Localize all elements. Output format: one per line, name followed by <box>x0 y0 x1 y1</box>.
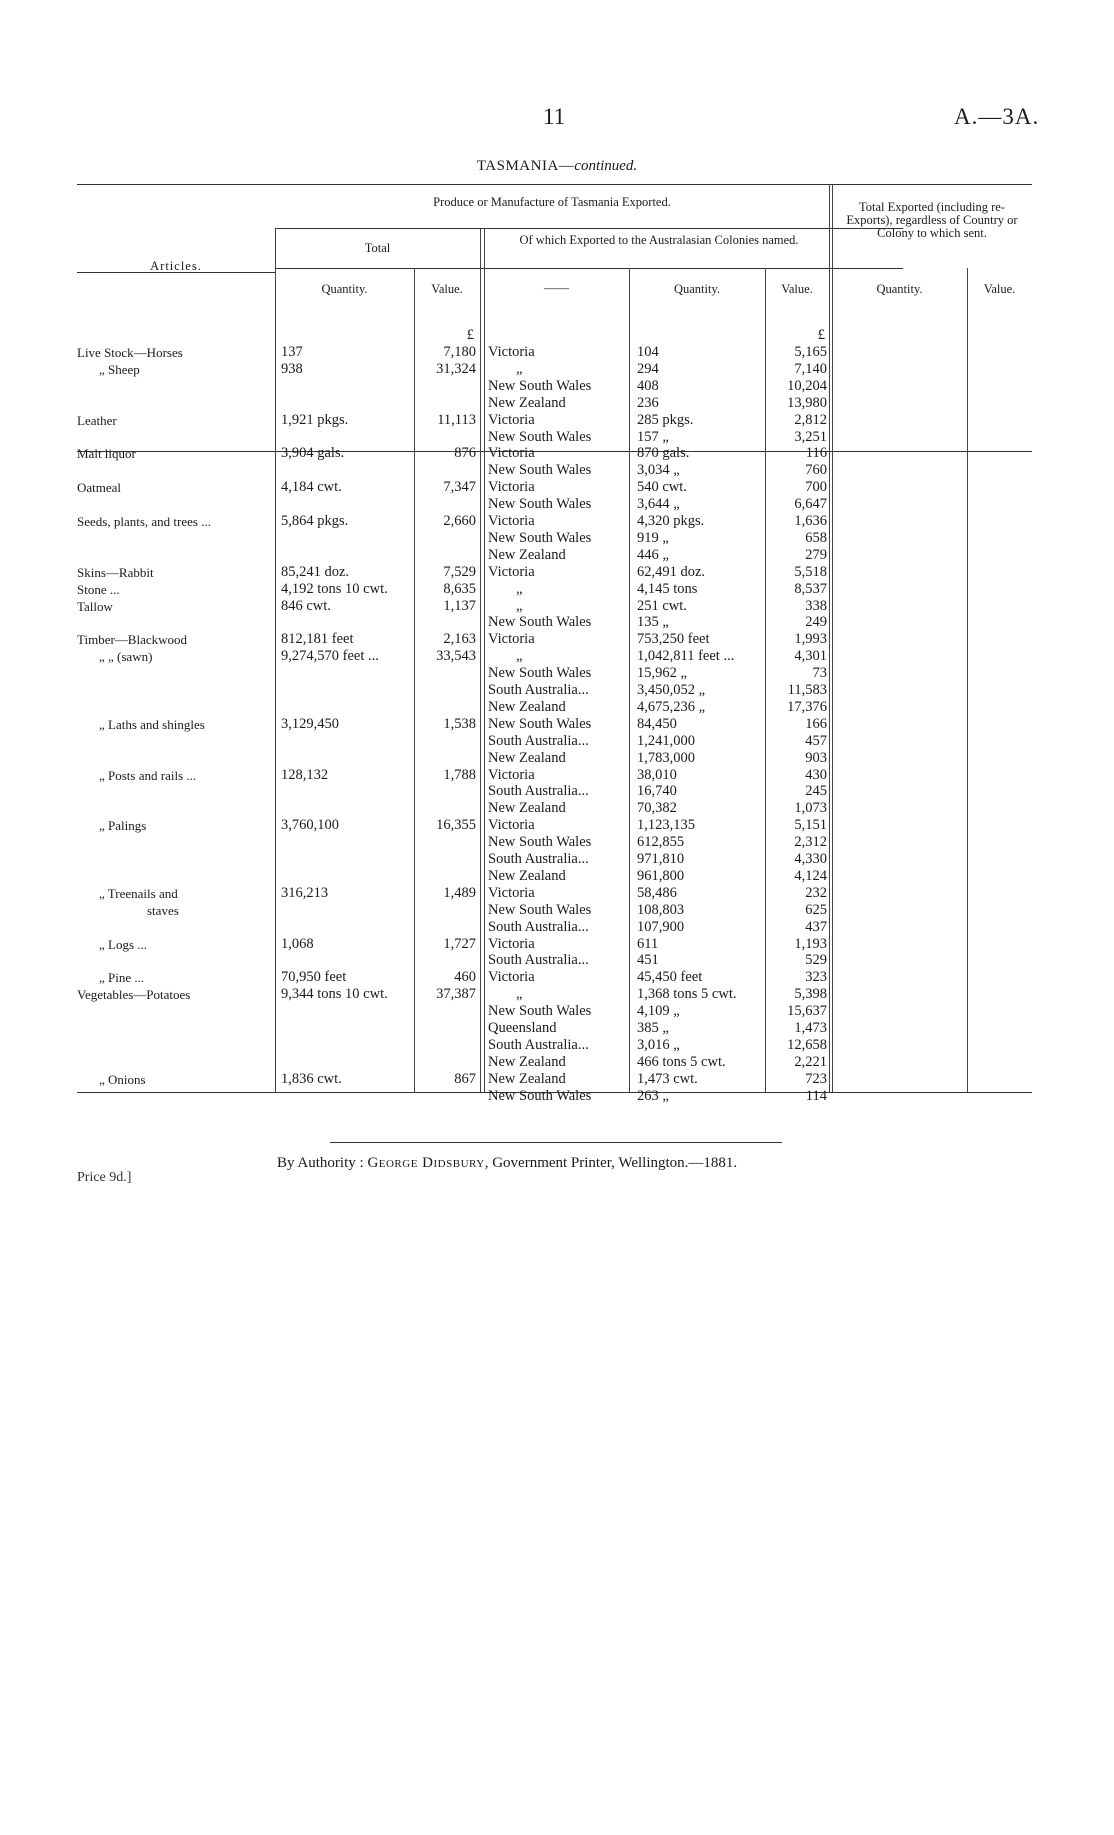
cell-exp-qty: 3,450,052 „ <box>637 682 706 698</box>
cell-exp-qty: 1,042,811 feet ... <box>637 648 735 665</box>
cell-exp-value: 73 <box>812 665 827 682</box>
cell-qty: 316,213 <box>281 884 329 901</box>
cell-qty: 812,181 feet <box>281 631 354 648</box>
currency-exp: £ <box>817 327 825 343</box>
cell-colony: New Zealand <box>488 546 566 563</box>
cell-qty: 3,129,450 <box>281 715 339 732</box>
header-total-value: Value. <box>431 282 463 296</box>
cell-colony: New South Wales <box>488 715 592 732</box>
cell-exp-value: 4,124 <box>794 867 827 884</box>
cell-exp-qty: 107,900 <box>637 918 685 935</box>
cell-exp-qty: 38,010 <box>637 766 677 783</box>
col-rule <box>480 228 481 1092</box>
title-main: TASMANIA— <box>476 158 575 174</box>
cell-qty: 9,344 tons 10 cwt. <box>281 986 388 1003</box>
cell-exp-qty: 135 „ <box>637 614 669 631</box>
cell-exp-qty: 612,855 <box>637 834 685 851</box>
page-title <box>0 158 1114 175</box>
cell-colony: Victoria <box>488 884 535 901</box>
cell-colony: New South Wales <box>488 529 592 546</box>
cell-exp-value: 15,637 <box>787 1003 827 1020</box>
cell-exp-value: 279 <box>805 546 827 563</box>
cell-exp-qty: 451 <box>637 952 659 969</box>
cell-article: Stone ... <box>77 581 120 597</box>
cell-colony: „ <box>516 648 523 665</box>
cell-value: 1,727 <box>443 935 476 952</box>
cell-article: Timber—Blackwood <box>77 632 188 648</box>
cell-exp-value: 4,330 <box>794 851 827 867</box>
cell-colony: Victoria <box>488 344 535 360</box>
col-rule <box>484 228 485 1092</box>
cell-value: 8,635 <box>443 580 476 597</box>
cell-exp-value: 1,993 <box>794 631 827 648</box>
cell-exp-qty: 971,810 <box>637 851 685 867</box>
cell-value: 7,347 <box>443 479 476 496</box>
footer-rule <box>330 1142 782 1143</box>
cell-exp-value: 6,647 <box>794 496 827 513</box>
cell-colony: Victoria <box>488 445 535 462</box>
cell-value: 876 <box>454 445 476 462</box>
cell-article: staves <box>147 902 179 918</box>
cell-exp-qty: 540 cwt. <box>637 479 687 496</box>
cell-colony: New South Wales <box>488 1087 592 1104</box>
cell-exp-value: 10,204 <box>787 377 827 394</box>
cell-exp-value: 2,221 <box>794 1053 827 1070</box>
cell-colony: „ <box>516 597 523 614</box>
cell-colony: New South Wales <box>488 496 592 513</box>
cell-qty: 3,904 gals. <box>281 445 345 462</box>
cell-colony: South Australia... <box>488 732 589 749</box>
header-all-quantity: Quantity. <box>876 282 923 296</box>
cell-qty: 3,760,100 <box>281 817 339 834</box>
cell-exp-qty: 62,491 doz. <box>637 563 706 580</box>
cell-article: „ „ (sawn) <box>99 649 153 665</box>
cell-exp-value: 5,165 <box>794 344 827 360</box>
cell-colony: New Zealand <box>488 394 566 411</box>
cell-exp-qty: 961,800 <box>637 867 685 884</box>
cell-exp-qty: 251 cwt. <box>637 597 687 614</box>
cell-colony: Victoria <box>488 513 535 529</box>
col-rule <box>829 184 830 1092</box>
cell-value: 7,529 <box>443 563 476 580</box>
cell-exp-value: 323 <box>805 969 827 986</box>
cell-exp-value: 232 <box>805 884 827 901</box>
cell-colony: New Zealand <box>488 800 566 817</box>
cell-exp-qty: 753,250 feet <box>637 631 710 648</box>
cell-exp-value: 1,636 <box>794 513 827 529</box>
cell-qty: 85,241 doz. <box>281 563 350 580</box>
cell-exp-value: 658 <box>805 529 827 546</box>
cell-article: „ Logs ... <box>99 936 148 952</box>
header-all-exported: Total Exported (including re-Exports), regardless of Country or Colony to which sent. <box>846 200 1018 240</box>
cell-exp-qty: 3,016 „ <box>637 1036 680 1053</box>
cell-exp-value: 700 <box>805 479 827 496</box>
cell-colony: New Zealand <box>488 698 566 715</box>
cell-exp-value: 430 <box>805 766 827 783</box>
cell-exp-qty: 4,675,236 „ <box>637 698 706 715</box>
cell-exp-value: 1,473 <box>794 1020 827 1036</box>
cell-colony: New South Wales <box>488 377 592 394</box>
cell-colony: New South Wales <box>488 428 592 445</box>
document-reference: A.—3A. <box>954 104 1040 129</box>
cell-exp-qty: 58,486 <box>637 884 677 901</box>
cell-exp-value: 1,073 <box>794 800 827 817</box>
exports-table <box>77 184 1032 1104</box>
cell-exp-value: 338 <box>805 597 827 614</box>
cell-colony: New South Wales <box>488 1003 592 1020</box>
cell-exp-qty: 919 „ <box>637 529 669 546</box>
header-total: Total <box>364 241 391 255</box>
cell-qty: 9,274,570 feet ... <box>281 648 379 665</box>
page-number: 11 <box>543 104 566 129</box>
cell-colony: South Australia... <box>488 952 589 969</box>
cell-exp-qty: 3,034 „ <box>637 462 680 479</box>
cell-qty: 137 <box>281 344 303 360</box>
cell-exp-value: 3,251 <box>794 428 827 445</box>
cell-exp-value: 245 <box>805 783 827 800</box>
cell-exp-qty: 285 pkgs. <box>637 411 694 428</box>
cell-exp-value: 437 <box>805 918 827 935</box>
cell-exp-value: 249 <box>805 614 827 631</box>
header-all-value: Value. <box>983 282 1016 296</box>
header-total-quantity: Quantity. <box>321 282 368 296</box>
cell-article: Tallow <box>77 598 113 614</box>
cell-value: 1,489 <box>443 884 476 901</box>
cell-colony: South Australia... <box>488 783 589 800</box>
cell-colony: Victoria <box>488 411 535 428</box>
cell-colony: Victoria <box>488 766 535 783</box>
cell-exp-value: 4,301 <box>794 648 827 665</box>
table-top-rule <box>77 184 1032 185</box>
cell-exp-value: 723 <box>805 1070 827 1087</box>
cell-article: „ Pine ... <box>99 970 145 986</box>
cell-value: 33,543 <box>436 648 476 665</box>
cell-exp-value: 5,398 <box>794 986 827 1003</box>
cell-colony: South Australia... <box>488 851 589 867</box>
col-rule <box>967 268 968 1092</box>
cell-qty: 5,864 pkgs. <box>281 513 349 529</box>
cell-colony: New South Wales <box>488 901 592 918</box>
header-produce-group: Produce or Manufacture of Tasmania Exported. <box>433 195 671 209</box>
cell-exp-qty: 294 <box>637 360 659 377</box>
cell-exp-qty: 446 „ <box>637 546 669 563</box>
col-rule <box>832 184 833 1092</box>
cell-article: „ Posts and rails ... <box>99 767 197 783</box>
cell-exp-qty: 15,962 „ <box>637 665 687 682</box>
cell-article: „ Onions <box>99 1071 146 1087</box>
cell-qty: 1,068 <box>281 935 314 952</box>
cell-colony: Victoria <box>488 817 535 834</box>
cell-colony: New South Wales <box>488 462 592 479</box>
authority-line <box>277 1155 737 1172</box>
cell-qty: 4,192 tons 10 cwt. <box>281 580 388 597</box>
cell-exp-value: 13,980 <box>787 394 827 411</box>
cell-value: 11,113 <box>437 411 476 428</box>
cell-exp-value: 7,140 <box>794 360 827 377</box>
cell-value: 1,788 <box>443 766 476 783</box>
cell-value: 7,180 <box>443 344 476 360</box>
cell-value: 2,660 <box>443 513 476 529</box>
cell-article: Live Stock—Horses <box>77 345 183 360</box>
cell-exp-qty: 84,450 <box>637 715 677 732</box>
cell-exp-qty: 1,473 cwt. <box>637 1070 698 1087</box>
cell-colony: „ <box>516 986 523 1003</box>
cell-article: Oatmeal <box>77 480 122 496</box>
authority-prefix: By Authority : <box>277 1155 368 1171</box>
cell-exp-qty: 1,241,000 <box>637 732 695 749</box>
cell-exp-qty: 4,145 tons <box>637 580 698 597</box>
cell-exp-value: 2,812 <box>794 411 827 428</box>
cell-colony: New Zealand <box>488 1053 566 1070</box>
cell-value: 37,387 <box>436 986 476 1003</box>
cell-exp-qty: 236 <box>637 394 659 411</box>
cell-article: Malt liquor <box>77 446 136 462</box>
cell-exp-qty: 1,368 tons 5 cwt. <box>637 986 737 1003</box>
authority-suffix: , Government Printer, Wellington.—1881. <box>484 1155 738 1171</box>
cell-qty: 938 <box>281 360 303 377</box>
cell-exp-value: 114 <box>805 1087 827 1104</box>
cell-exp-qty: 70,382 <box>637 800 677 817</box>
cell-exp-qty: 870 gals. <box>637 445 690 462</box>
cell-colony: Victoria <box>488 631 535 648</box>
cell-exp-value: 11,583 <box>787 682 827 698</box>
cell-colony: Victoria <box>488 563 535 580</box>
cell-exp-qty: 16,740 <box>637 783 677 800</box>
cell-colony: Victoria <box>488 935 535 952</box>
cell-article: Leather <box>77 412 117 428</box>
cell-colony: New Zealand <box>488 749 566 766</box>
cell-exp-value: 1,193 <box>794 935 827 952</box>
cell-qty: 70,950 feet <box>281 969 347 986</box>
cell-value: 2,163 <box>443 631 476 648</box>
cell-exp-value: 116 <box>805 445 827 462</box>
cell-exp-qty: 3,644 „ <box>637 496 680 513</box>
cell-article: „ Treenails and <box>99 885 178 901</box>
cell-exp-qty: 157 „ <box>637 428 669 445</box>
cell-exp-value: 5,518 <box>794 563 827 580</box>
cell-exp-qty: 104 <box>637 344 659 360</box>
cell-exp-value: 529 <box>805 952 827 969</box>
cell-colony: Queensland <box>488 1020 557 1036</box>
cell-colony: New South Wales <box>488 834 592 851</box>
cell-colony: New South Wales <box>488 665 592 682</box>
cell-colony: „ <box>516 360 523 377</box>
cell-exp-value: 2,312 <box>794 834 827 851</box>
cell-exp-qty: 1,123,135 <box>637 817 695 834</box>
header-exported-group: Of which Exported to the Australasian Colonies named. <box>519 233 799 247</box>
cell-qty: 846 cwt. <box>281 597 331 614</box>
cell-qty: 1,921 pkgs. <box>281 411 349 428</box>
cell-colony: Victoria <box>488 479 535 496</box>
cell-article: „ Laths and shingles <box>99 716 205 732</box>
cell-exp-qty: 408 <box>637 377 659 394</box>
cell-exp-qty: 4,109 „ <box>637 1003 680 1020</box>
cell-exp-value: 760 <box>805 462 827 479</box>
subgroup-rule <box>275 268 903 269</box>
cell-exp-value: 5,151 <box>794 817 827 834</box>
cell-exp-value: 12,658 <box>787 1036 827 1053</box>
cell-article: Vegetables—Potatoes <box>77 987 191 1003</box>
cell-value: 31,324 <box>436 360 476 377</box>
cell-colony: New South Wales <box>488 614 592 631</box>
cell-exp-value: 625 <box>805 901 827 918</box>
price: Price 9d.] <box>77 1170 132 1185</box>
cell-value: 1,538 <box>443 715 476 732</box>
cell-exp-value: 17,376 <box>787 698 827 715</box>
cell-exp-qty: 466 tons 5 cwt. <box>637 1053 726 1070</box>
cell-exp-qty: 385 „ <box>637 1020 669 1036</box>
printer-name: George Didsbury <box>367 1155 485 1171</box>
cell-qty: 128,132 <box>281 766 329 783</box>
cell-value: 16,355 <box>436 817 476 834</box>
cell-exp-value: 8,537 <box>794 580 827 597</box>
cell-colony: „ <box>516 580 523 597</box>
cell-exp-qty: 4,320 pkgs. <box>637 513 705 529</box>
cell-colony: Victoria <box>488 969 535 986</box>
title-continued: continued. <box>574 158 638 174</box>
cell-qty: 1,836 cwt. <box>281 1070 342 1087</box>
cell-qty: 4,184 cwt. <box>281 479 342 496</box>
cell-exp-qty: 108,803 <box>637 901 685 918</box>
header-dash: —— <box>544 281 569 295</box>
cell-colony: South Australia... <box>488 1036 589 1053</box>
cell-exp-qty: 263 „ <box>637 1087 669 1104</box>
cell-colony: New Zealand <box>488 1070 566 1087</box>
cell-article: Seeds, plants, and trees ... <box>77 514 211 529</box>
header-exp-quantity: Quantity. <box>673 282 721 296</box>
cell-colony: South Australia... <box>488 918 589 935</box>
cell-article: Skins—Rabbit <box>77 564 154 580</box>
cell-article: „ Sheep <box>99 361 140 377</box>
col-rule <box>629 268 630 1092</box>
cell-exp-value: 166 <box>805 715 827 732</box>
cell-value: 1,137 <box>443 597 476 614</box>
cell-article: „ Palings <box>99 818 147 834</box>
cell-exp-qty: 1,783,000 <box>637 749 695 766</box>
cell-value: 867 <box>454 1070 476 1087</box>
header-articles: Articles. <box>150 259 202 273</box>
currency-total: £ <box>466 327 474 343</box>
cell-exp-value: 457 <box>805 732 827 749</box>
cell-exp-qty: 611 <box>637 935 659 952</box>
cell-colony: South Australia... <box>488 682 589 698</box>
header-exp-value: Value. <box>781 282 813 296</box>
group-rule <box>275 228 903 229</box>
cell-colony: New Zealand <box>488 867 566 884</box>
cell-value: 460 <box>454 969 476 986</box>
cell-exp-qty: 45,450 feet <box>637 969 703 986</box>
cell-exp-value: 903 <box>805 749 827 766</box>
